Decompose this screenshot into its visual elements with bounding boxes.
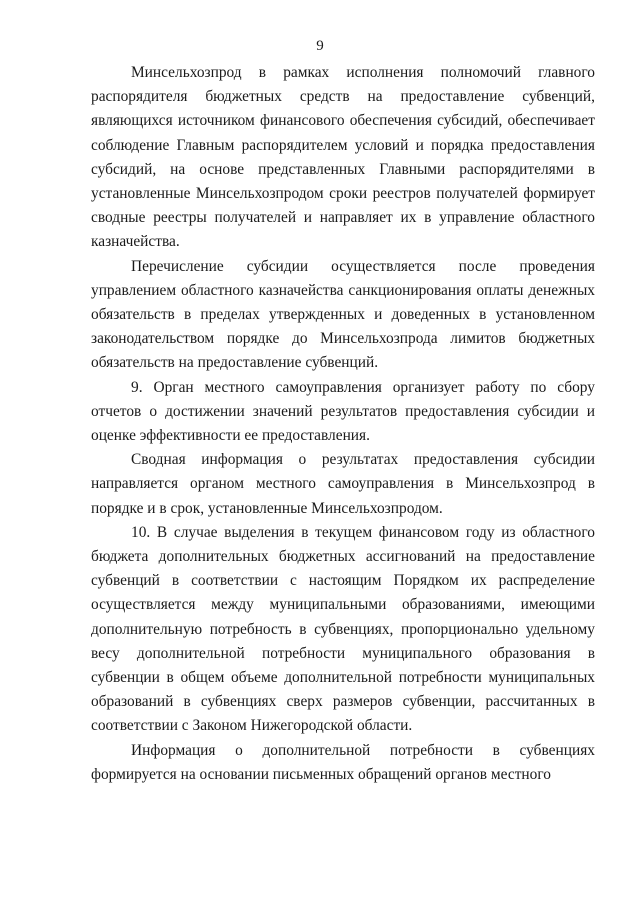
document-body bbox=[91, 61, 595, 787]
paragraph-2: Перечисление субсидии осуществляется после проведения управлением областного казначейства санкционирования оплаты денежных обязательств в пределах утвержденных и доведенных в установленном законодательством порядке до Минсельхозпрода лимитов бюджетных обязательств на предоставление субвенций. bbox=[91, 257, 595, 372]
paragraph-5: 10. В случае выделения в текущем финансовом году из областного бюджета дополнительных бюджетных ассигнований на предоставление субвенций в соответствии с настоящим Порядком их распределение осуществляется между муниципальными образованиями, имеющими дополнительную потребность в субвенциях, пропорционально удельному весу дополнительной потребности муниципального образования в субвенции в общем объеме дополнительной потребности муниципальных образований в субвенциях сверх размеров субвенции, рассчитанных в соответствии с Законом Нижегородской области. bbox=[91, 523, 595, 735]
paragraph-1: Минсельхозпрод в рамках исполнения полномочий главного распорядителя бюджетных средств на предоставление субвенций, являющихся источником финансового обеспечения субсидий, обеспечивает соблюдение Главным распорядителем условий и порядка предоставления субсидий, на основе представленных Главными распорядителями в установленные Минсельхозпродом сроки реестров получателей формирует сводные реестры получателей и направляет их в управление областного казначейства. bbox=[91, 64, 595, 251]
paragraph-6: Информация о дополнительной потребности в субвенциях формируется на основании письменных обращений органов местного bbox=[91, 741, 595, 783]
paragraph-4: Сводная информация о результатах предоставления субсидии направляется органом местного самоуправления в Минсельхозпрод в порядке и в срок, установленные Минсельхозпродом. bbox=[91, 451, 595, 517]
page-number: 9 bbox=[316, 38, 324, 54]
paragraph-3: 9. Орган местного самоуправления организует работу по сбору отчетов о достижении значений результатов предоставления субсидии и оценке эффективности ее предоставления. bbox=[91, 378, 595, 445]
